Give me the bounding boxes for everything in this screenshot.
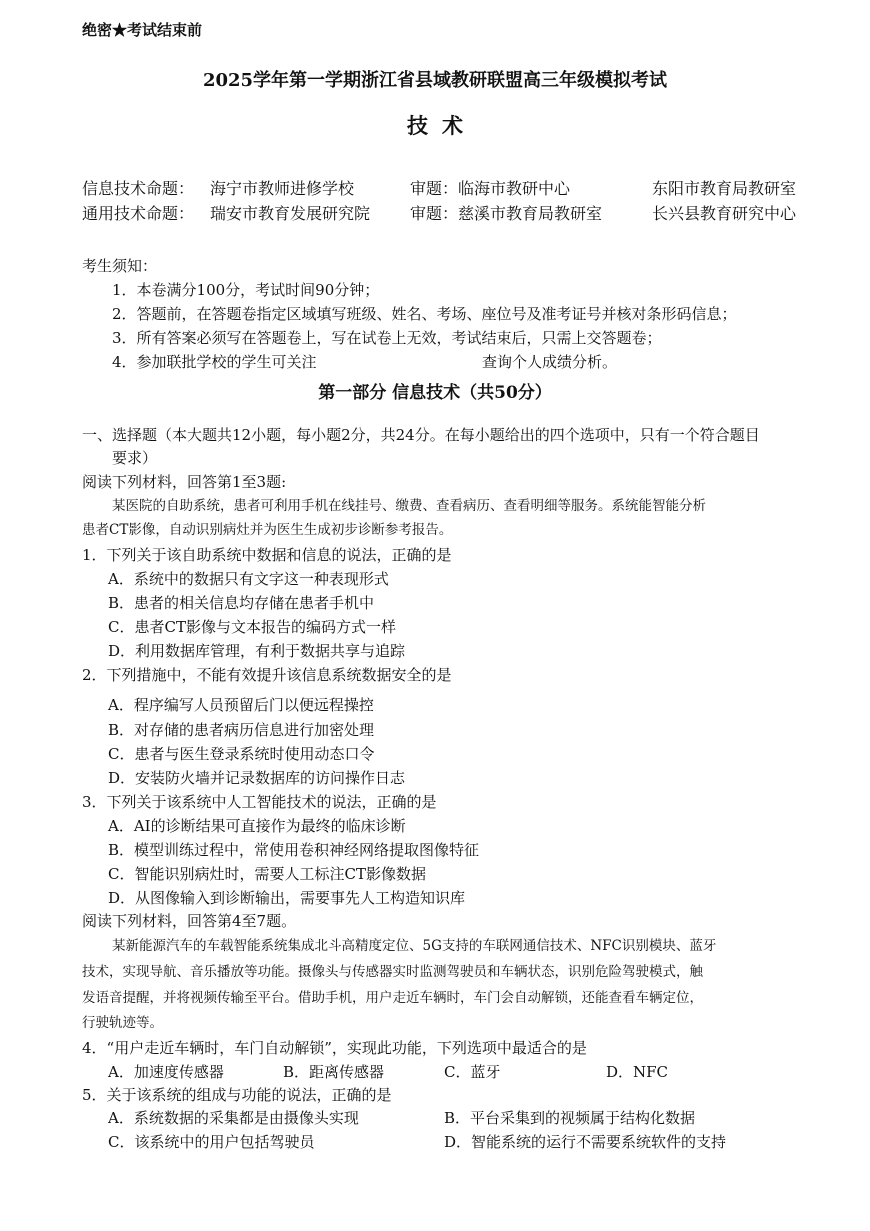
instruction-item: 3．所有答案必须写在答题卷上，写在试卷上无效，考试结束后，只需上交答题卷；: [112, 329, 662, 347]
option: B．距离传感器: [283, 1063, 385, 1081]
question-stem: 5．关于该系统的组成与功能的说法，正确的是: [82, 1086, 392, 1104]
option: A．AI的诊断结果可直接作为最终的临床诊断: [108, 817, 406, 835]
option: B．患者的相关信息均存储在患者手机中: [108, 594, 375, 612]
material-lead: 阅读下列材料，回答第1至3题:: [82, 473, 287, 491]
credit-reviewer2-gt: 长兴县教育研究中心: [652, 204, 797, 223]
instructions-title: 考生须知：: [82, 257, 158, 275]
material-text: 某新能源汽车的车载智能系统集成北斗高精度定位、5G支持的车联网通信技术、NFC识别模块、蓝牙: [112, 938, 717, 954]
instruction-item: 1．本卷满分100分，考试时间90分钟；: [112, 281, 380, 299]
option: B．对存储的患者病历信息进行加密处理: [108, 721, 375, 739]
instruction-item: 2．答题前，在答题卷指定区域填写班级、姓名、考场、座位号及准考证号并核对条形码信息；: [112, 305, 737, 323]
exam-title: 2025学年第一学期浙江省县域教研联盟高三年级模拟考试: [202, 70, 668, 91]
material-text: 某医院的自助系统，患者可利用手机在线挂号、缴费、查看病历、查看明细等服务。系统能智能分析: [112, 498, 706, 514]
option: C．患者CT影像与文本报告的编码方式一样: [108, 618, 396, 636]
option: A．系统中的数据只有文字这一种表现形式: [108, 570, 389, 588]
credit-review-label-it: 审题：: [410, 179, 459, 198]
option: D．安装防火墙并记录数据库的访问操作日志: [108, 769, 406, 787]
question-stem: 2．下列措施中，不能有效提升该信息系统数据安全的是: [82, 666, 452, 684]
credit-label-gt: 通用技术命题：: [82, 204, 195, 223]
credit-reviewer1-it: 临海市教研中心: [458, 179, 571, 198]
question-stem: 1．下列关于该自助系统中数据和信息的说法，正确的是: [82, 546, 452, 564]
instruction-item-tail: 查询个人成绩分析。: [482, 353, 618, 371]
credit-reviewer1-gt: 慈溪市教育局教研室: [458, 204, 603, 223]
option: D．智能系统的运行不需要系统软件的支持: [444, 1133, 727, 1151]
credit-author-it: 海宁市教师进修学校: [210, 179, 355, 198]
material-text: 技术，实现导航、音乐播放等功能。摄像头与传感器实时监测驾驶员和车辆状态，识别危险驾驶模式，触: [82, 964, 703, 980]
option: C．患者与医生登录系统时使用动态口令: [108, 745, 375, 763]
option: C．该系统中的用户包括驾驶员: [108, 1133, 315, 1151]
material-text: 发语音提醒，并将视频传输至平台。借助手机，用户走近车辆时，车门会自动解锁，还能查看车辆定位，: [82, 990, 703, 1006]
option: B．平台采集到的视频属于结构化数据: [444, 1109, 696, 1127]
instruction-item: 4．参加联批学校的学生可关注: [112, 353, 317, 371]
confidential-mark: 绝密★考试结束前: [82, 21, 203, 39]
credit-label-it: 信息技术命题：: [82, 179, 195, 198]
option: C．智能识别病灶时，需要人工标注CT影像数据: [108, 865, 426, 883]
part-heading: 一、选择题（本大题共12小题，每小题2分，共24分。在每小题给出的四个选项中，只有一个符合题目: [82, 426, 760, 444]
material-text: 患者CT影像，自动识别病灶并为医生生成初步诊断参考报告。: [82, 522, 453, 538]
option: A．程序编写人员预留后门以便远程操控: [108, 696, 374, 714]
question-stem: 4．“用户走近车辆时，车门自动解锁”，实现此功能，下列选项中最适合的是: [82, 1039, 587, 1057]
question-stem: 3．下列关于该系统中人工智能技术的说法，正确的是: [82, 793, 437, 811]
option: A．加速度传感器: [108, 1063, 224, 1081]
part-heading-cont: 要求）: [112, 449, 158, 467]
option: B．模型训练过程中，常使用卷积神经网络提取图像特征: [108, 841, 480, 859]
option: A．系统数据的采集都是由摄像头实现: [108, 1109, 359, 1127]
material-lead: 阅读下列材料，回答第4至7题。: [82, 912, 297, 930]
subject-title: 技术: [407, 113, 477, 138]
material-text: 行驶轨迹等。: [82, 1015, 163, 1031]
section-title: 第一部分 信息技术（共50分）: [318, 383, 552, 403]
credit-review-label-gt: 审题：: [410, 204, 459, 223]
option: D．NFC: [606, 1063, 669, 1081]
option: D．利用数据库管理，有利于数据共享与追踪: [108, 642, 406, 660]
option: C．蓝牙: [444, 1063, 501, 1081]
credit-reviewer2-it: 东阳市教育局教研室: [652, 179, 797, 198]
credit-author-gt: 瑞安市教育发展研究院: [210, 204, 371, 223]
option: D．从图像输入到诊断输出，需要事先人工构造知识库: [108, 889, 466, 907]
